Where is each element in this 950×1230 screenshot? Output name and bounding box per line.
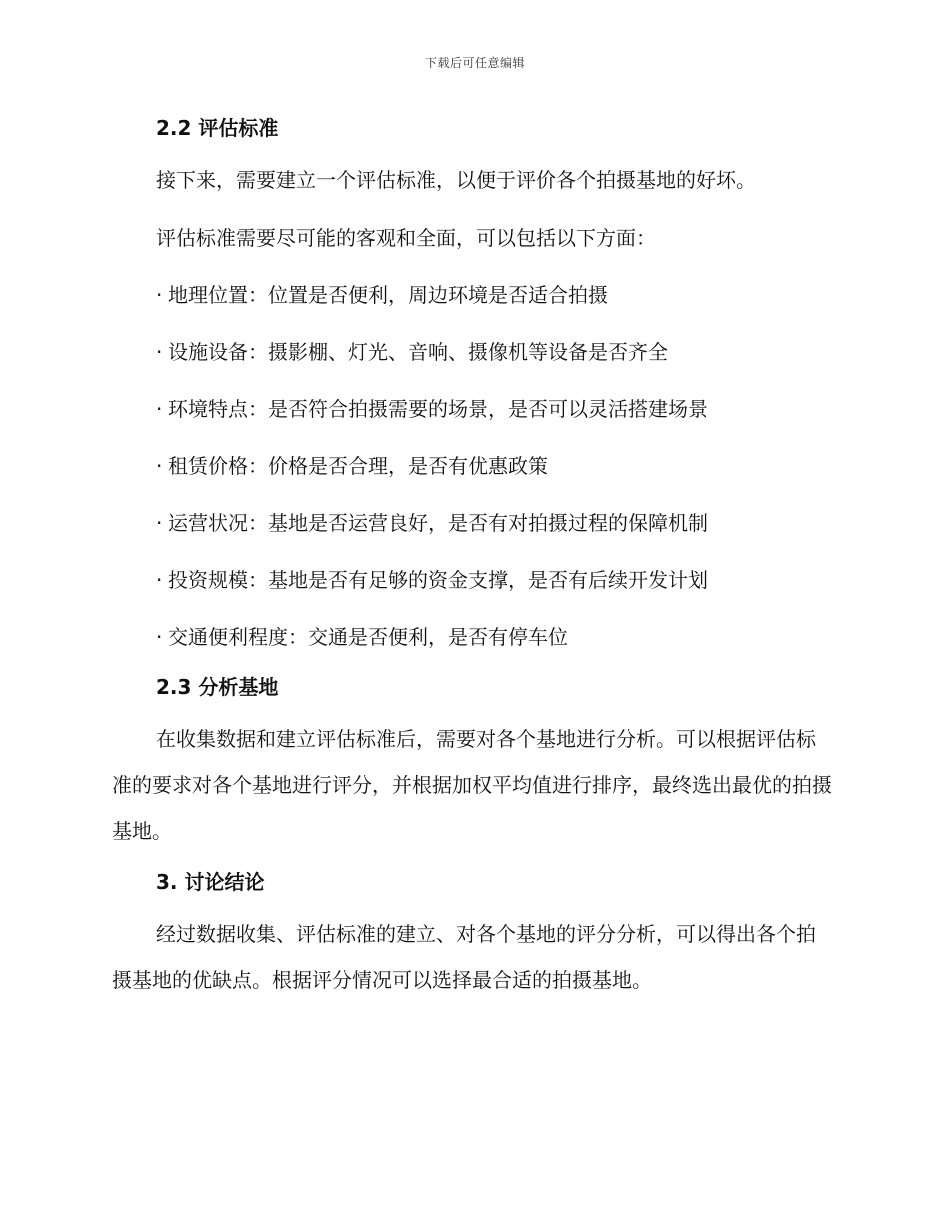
bullet-icon: ·	[156, 511, 163, 535]
criteria-item-facilities	[112, 329, 832, 375]
bullet-icon: ·	[156, 283, 163, 307]
page-header: 下载后可任意编辑	[424, 56, 525, 70]
section-3-body: 经过数据收集、评估标准的建立、对各个基地的评分分析，可以得出各个拍摄基地的优缺点。根据评分情况可以选择最合适的拍摄基地。	[112, 922, 816, 992]
section-2-2-intro: 接下来，需要建立一个评估标准，以便于评价各个拍摄基地的好坏。	[156, 168, 756, 192]
criteria-item-price	[112, 443, 832, 489]
criteria-item-investment	[112, 557, 832, 603]
criteria-item-transport	[112, 614, 832, 660]
section-2-3-heading: 2.3 分析基地	[156, 675, 279, 699]
section-2-2-lead: 评估标准需要尽可能的客观和全面，可以包括以下方面：	[156, 226, 656, 250]
criteria-item-text: 设施设备：摄影棚、灯光、音响、摄像机等设备是否齐全	[168, 340, 668, 364]
criteria-item-text: 地理位置：位置是否便利，周边环境是否适合拍摄	[168, 283, 608, 307]
document-body	[112, 112, 832, 1015]
criteria-list	[112, 272, 832, 660]
criteria-item-operation	[112, 500, 832, 546]
bullet-icon: ·	[156, 568, 163, 592]
criteria-item-text: 运营状况：基地是否运营良好，是否有对拍摄过程的保障机制	[168, 511, 708, 535]
section-2-3-body: 在收集数据和建立评估标准后，需要对各个基地进行分析。可以根据评估标准的要求对各个基地进行评分，并根据加权平均值进行排序，最终选出最优的拍摄基地。	[112, 727, 832, 843]
criteria-item-environment	[112, 386, 832, 432]
criteria-item-location	[112, 272, 832, 318]
bullet-icon: ·	[156, 397, 163, 421]
section-3-heading: 3. 讨论结论	[156, 870, 265, 894]
section-2-2-heading: 2.2 评估标准	[156, 116, 279, 140]
criteria-item-text: 投资规模：基地是否有足够的资金支撑，是否有后续开发计划	[168, 568, 708, 592]
bullet-icon: ·	[156, 454, 163, 478]
criteria-item-text: 租赁价格：价格是否合理，是否有优惠政策	[168, 454, 548, 478]
bullet-icon: ·	[156, 625, 163, 649]
criteria-item-text: 环境特点：是否符合拍摄需要的场景，是否可以灵活搭建场景	[168, 397, 708, 421]
criteria-item-text: 交通便利程度：交通是否便利，是否有停车位	[168, 625, 568, 649]
bullet-icon: ·	[156, 340, 163, 364]
